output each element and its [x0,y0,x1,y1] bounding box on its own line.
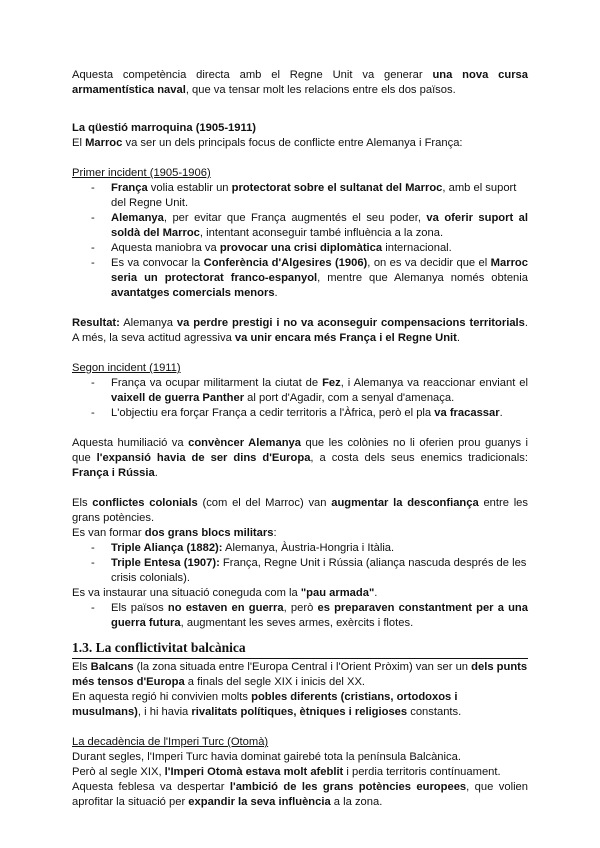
list-item: - França va ocupar militarment la ciutat de Fez, i Alemanya va reaccionar enviant el vaixell de guerra Panther al port d'Agadir, com a senyal d'amenaça. [72,376,528,406]
blocs-paragraph-2: Es van formar dos grans blocs militars: [72,527,277,539]
list-item: - Es va convocar la Conferència d'Algesires (1906), on es va decidir que el Marroc seria un protectorat franco-espanyol, mentre que Alemanya només obtenia avantatges comercials menors. [72,256,528,301]
primer-incident-list [72,181,528,301]
list-item: - Triple Aliança (1882): Alemanya, Àustria-Hongria i Itàlia. [72,541,528,556]
document-page [72,68,528,810]
subheading-segon-incident: Segon incident (1911) [72,362,181,374]
marroc-lead: El Marroc va ser un dels principals focus de conflicte entre Alemanya i França: [72,137,463,149]
section-heading-balcanica: 1.3. La conflictivitat balcànica [72,639,528,659]
intro-paragraph [72,68,528,98]
list-item: - Aquesta maniobra va provocar una crisi diplomàtica internacional. [72,241,528,256]
list-item: - Alemanya, per evitar que França augmentés el seu poder, va oferir suport al soldà del Marroc, intentant aconseguir també influència a la zona. [72,211,528,241]
list-item: - L'objectiu era forçar França a cedir territoris a l'Àfrica, però el pla va fracassar. [72,406,528,421]
blocs-paragraph-1: Els conflictes colonials (com el del Marroc) van augmentar la desconfiança entre les grans potències. [72,497,528,524]
list-item: - Els països no estaven en guerra, però es preparaven constantment per a una guerra futura, augmentant les seves armes, exèrcits i flotes. [72,601,528,631]
humiliacio-paragraph: Aquesta humiliació va convèncer Alemanya que les colònies no li oferien prou guanys i que l'expansió havia de ser dins d'Europa, a costa dels seus enemics tradicionals: França i Rússia. [72,437,529,479]
section-heading-marroc: La qüestió marroquina (1905-1911) [72,122,257,134]
decadencia-line-1: Durant segles, l'Imperi Turc havia dominat gairebé tota la península Balcànica. [72,751,461,763]
blocs-list [72,541,528,586]
bold-text: una nova cursa armamentística naval [72,69,528,96]
resultat-paragraph: Resultat: Alemanya va perdre prestigi i no va aconseguir compensacions territorials. A més, la seva actitud agressiva va unir encara més França i el Regne Unit. [72,317,528,344]
pau-armada-list [72,601,528,631]
decadencia-line-3: Aquesta feblesa va despertar l'ambició de les grans potències europees, que volien aprofitar la situació per expandir la seva influència a la zona. [72,781,528,808]
text: Aquesta competència directa amb el Regne Unit va generar [72,69,433,81]
subheading-primer-incident: Primer incident (1905-1906) [72,167,211,179]
balcanica-paragraph-1: Els Balcans (la zona situada entre l'Europa Central i l'Orient Pròxim) van ser un dels punts més tensos d'Europa a finals del segle XIX i inicis del XX. [72,661,528,688]
list-item: - França volia establir un protectorat sobre el sultanat del Marroc, amb el suport del Regne Unit. [72,181,528,211]
list-item: - Triple Entesa (1907): França, Regne Unit i Rússia (aliança nascuda després de les crisis colonials). [72,556,528,586]
balcanica-paragraph-2: En aquesta regió hi convivien molts pobles diferents (cristians, ortodoxos i musulmans), i hi havia rivalitats polítiques, ètniques i religioses constants. [72,691,462,718]
segon-incident-list [72,376,528,421]
decadencia-line-2: Però al segle XIX, l'Imperi Otomà estava molt afeblit i perdia territoris contínuament. [72,766,501,778]
blocs-paragraph-3: Es va instaurar una situació coneguda com la "pau armada". [72,587,378,599]
text: , que va tensar molt les relacions entre els dos països. [185,84,456,96]
subheading-decadencia: La decadència de l'Imperi Turc (Otomà) [72,736,269,748]
